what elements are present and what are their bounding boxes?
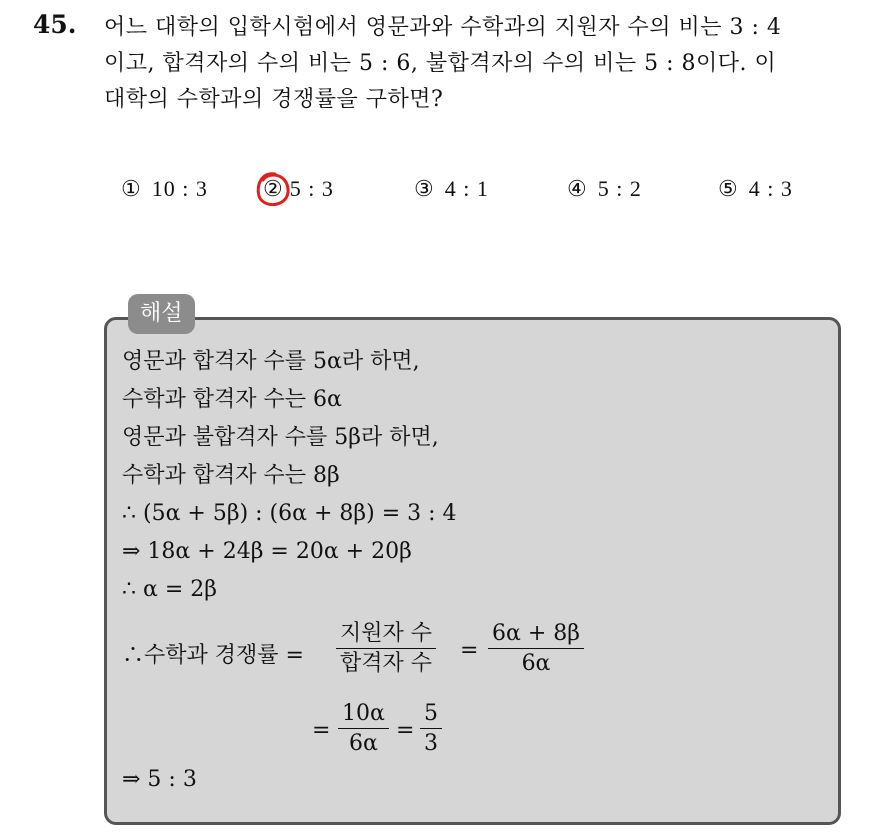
answer-mark-icon	[253, 168, 293, 210]
equals-sign: =	[460, 638, 479, 663]
choice-number: ④	[567, 176, 588, 201]
choice-number: ⑤	[718, 176, 739, 201]
fraction	[488, 620, 584, 679]
fraction-numerator: 지원자 수	[336, 620, 436, 649]
solution-line: ∴ (5α + 5β) : (6α + 8β) = 3 : 4	[122, 501, 457, 526]
fraction-numerator: 10α	[338, 700, 389, 729]
solution-line: 수학과 합격자 수는 6α	[122, 387, 342, 412]
question-text	[104, 10, 864, 118]
choice-number: ②	[263, 176, 284, 201]
choice-text: 5 : 3	[289, 176, 334, 201]
ratio-equation-result	[122, 698, 822, 758]
fraction-numerator: 5	[420, 700, 442, 729]
choice-text: 10 : 3	[151, 176, 208, 201]
ratio-equation	[122, 618, 822, 678]
equals-sign: =	[312, 718, 331, 743]
question-line: 어느 대학의 입학시험에서 영문과와 수학과의 지원자 수의 비는 3 : 4	[104, 15, 782, 40]
solution-final: ⇒ 5 : 3	[122, 767, 197, 792]
solution-line: ∴ α = 2β	[122, 577, 217, 602]
fraction	[336, 620, 436, 679]
choice-5[interactable]	[718, 176, 793, 202]
solution-label: 해설	[128, 294, 195, 334]
choice-text: 4 : 3	[748, 176, 793, 201]
equals-sign: =	[396, 718, 415, 743]
fraction-denominator: 6α	[521, 651, 551, 676]
choice-1[interactable]	[121, 176, 208, 202]
solution-line: ⇒ 18α + 24β = 20α + 20β	[122, 539, 412, 564]
solution-line: 영문과 불합격자 수를 5β라 하면,	[122, 425, 439, 450]
choice-text: 4 : 1	[444, 176, 489, 201]
ratio-prefix: ∴수학과 경쟁률 =	[122, 643, 304, 668]
choice-3[interactable]	[414, 176, 489, 202]
choice-4[interactable]	[567, 176, 642, 202]
question-number: 45.	[33, 10, 77, 39]
fraction-denominator: 6α	[349, 731, 378, 756]
fraction	[420, 700, 442, 759]
fraction-numerator: 6α + 8β	[488, 620, 584, 649]
question-line: 대학의 수학과의 경쟁률을 구하면?	[104, 87, 444, 112]
answer-choices	[0, 176, 884, 216]
choice-number: ③	[414, 176, 435, 201]
fraction	[338, 700, 389, 759]
question-line: 이고, 합격자의 수의 비는 5 : 6, 불합격자의 수의 비는 5 : 8이다. 이	[104, 51, 777, 76]
choice-number: ①	[121, 176, 142, 201]
solution-line: 수학과 합격자 수는 8β	[122, 463, 340, 488]
solution-line: 영문과 합격자 수를 5α라 하면,	[122, 349, 420, 374]
fraction-denominator: 3	[424, 731, 438, 756]
fraction-denominator: 합격자 수	[340, 651, 433, 676]
choice-text: 5 : 2	[597, 176, 642, 201]
